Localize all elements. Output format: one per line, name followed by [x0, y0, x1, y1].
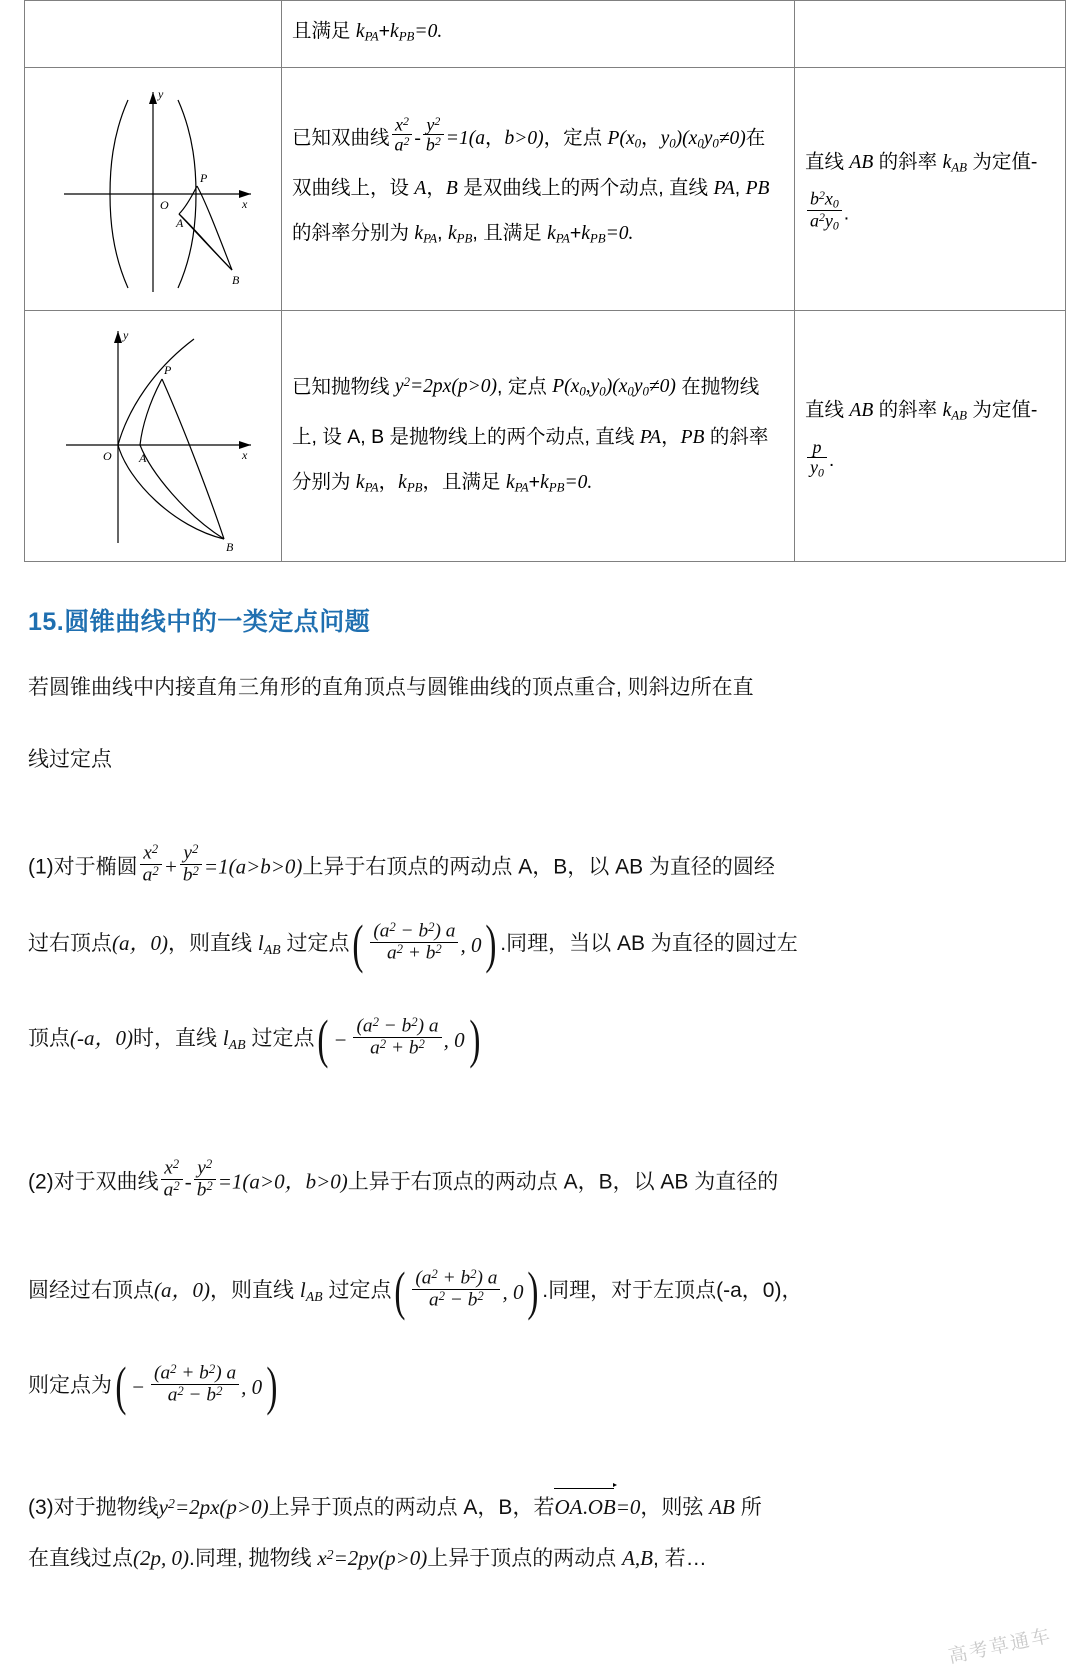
parabola-diagram — [46, 317, 260, 555]
ellipse-frac-x: $\frac{x^2}{a^2}$ — [140, 843, 162, 886]
result-cell-empty — [795, 1, 1066, 68]
item-1-text-d: .同理，当以 AB 为直径的圆过左 — [500, 932, 798, 956]
item-1-label: (1)对于椭圆 — [28, 855, 138, 879]
figure-cell-empty — [25, 1, 282, 68]
hyp-point-right: ( $\frac{(a^2 + b^2) a}{a^2 - b^2}$ , 0 ) — [394, 1261, 539, 1322]
ellipse-point-left: ( − $\frac{(a^2 - b^2) a}{a^2 + b^2}$ , 0 ) — [317, 1009, 481, 1070]
intro-line-1: 若圆锥曲线中内接直角三角形的直角顶点与圆锥曲线的顶点重合, 则斜边所在直 — [28, 676, 754, 699]
result-cell-hyperbola — [795, 67, 1066, 310]
origin-label: O — [103, 448, 112, 463]
axis-label-y: y — [123, 327, 129, 342]
result-cell-parabola — [795, 310, 1066, 561]
parabola-result: 直线 AB 的斜率 $k_{AB}$ 为定值- $\frac{p}{y_0}$ . — [805, 398, 1038, 480]
axis-label-x: x — [242, 196, 248, 211]
hyp-point-frac: $\frac{(a^2 + b^2) a}{a^2 - b^2}$ — [412, 1268, 500, 1311]
item-1-line-1: (1)对于椭圆 $\frac{x^2}{a^2}$ + $\frac{y^2}{b^2}$ =1(a>b>0)上异于右顶点的两动点 A，B，以 AB 为直径的圆经 — [28, 842, 775, 886]
point-label-P: P — [164, 362, 172, 377]
ellipse-point-frac: $\frac{(a^2 - b^2) a}{a^2 + b^2}$ — [370, 921, 458, 964]
table-row — [25, 1, 1066, 68]
item-1-text-e: 顶点(-a，0)时，直线 $l_{AB}$ 过定点 — [28, 1026, 315, 1052]
item-3-label: (3)对于抛物线 — [28, 1496, 159, 1520]
hyp-point-left: ( − $\frac{(a^2 + b^2) a}{a^2 - b^2}$ , 0 ) — [115, 1356, 278, 1417]
point-label-B: B — [226, 539, 234, 554]
ellipse-frac-y: $\frac{y^2}{b^2}$ — [180, 843, 202, 886]
text-cell-continuation — [282, 1, 795, 68]
table-row — [25, 310, 1066, 561]
vector-oa-ob: OA.OB — [554, 1492, 615, 1522]
item-2-label: (2)对于双曲线 — [28, 1170, 159, 1194]
item-2-line-3 — [28, 1356, 1056, 1417]
hyperbola-result: 直线 AB 的斜率 $k_{AB}$ 为定值- $\frac{b^2x_0}{a^2y_0}$ . — [805, 151, 1038, 233]
item-2-text-d: .同理，对于左顶点(-a，0)， — [542, 1279, 803, 1303]
intro-line-2: 线过定点 — [28, 748, 112, 771]
text-cell-hyperbola — [282, 67, 795, 310]
section-heading: 15.圆锥曲线中的一类定点问题 — [28, 608, 371, 636]
parabola-statement: 已知抛物线 $y^2=2px(p>0)$, 定点 $P(x_0,y_0)(x_0y_0\ne 0)$ 在抛物线上, 设 A, B 是抛物线上的两个动点, 直线 PA，PB 的斜率分别为 $k_{PA}$，$k_{PB}$，且满足 $k_{PA}+k_{PB}=0$. — [292, 375, 769, 495]
hyperbola-statement: 已知双曲线 $\frac{x^2}{a^2}$ - $\frac{y^2}{b^2}$ =1(a，b>0)，定点 $P(x_0$，$y_0)(x_0y_0\ne 0)$在双曲线上，设 A，B 是双曲线上的两个动点, 直线 PA, PB 的斜率分别为 $k_{PA}$, $k_{PB}$, 且满足 $k_{PA}+k_{PB}=0$. — [292, 113, 770, 246]
watermark: 高考草通车 — [946, 1625, 1054, 1668]
axis-label-y: y — [158, 86, 164, 101]
item-3-line-1: (3)对于抛物线$y^2=2px(p>0)$上异于顶点的两动点 A，B，若OA.OB=0，则弦 AB 所 — [28, 1489, 1056, 1523]
item-3-text-d: 上异于顶点的两动点 A,B, 若 — [427, 1546, 686, 1571]
formula-table — [24, 0, 1066, 562]
hyperbola-figure-cell — [25, 67, 282, 310]
item-3-text-b: ，则弦 AB 所 — [640, 1495, 762, 1520]
point-label-A: A — [139, 450, 147, 465]
hyp-frac-y: $\frac{y^2}{b^2}$ — [194, 1158, 216, 1201]
hyp-frac-x: $\frac{x^2}{a^2}$ — [161, 1158, 183, 1201]
hyp-point-left-frac: $\frac{(a^2 + b^2) a}{a^2 - b^2}$ — [151, 1363, 239, 1406]
item-3-text-c: 在直线过点(2p, 0).同理, 抛物线 — [28, 1546, 318, 1571]
continuation-text: 且满足 $k_{PA}+k_{PB}=0$. — [292, 20, 443, 44]
item-2-text-b: 圆经过右顶点(a，0)，则直线 $l_{AB}$ 过定点 — [28, 1278, 392, 1304]
item-1-text-b: 过右顶点(a，0)，则直线 $l_{AB}$ 过定点 — [28, 931, 350, 957]
point-label-B: B — [232, 272, 240, 287]
ellipse-point-left-frac: $\frac{(a^2 - b^2) a}{a^2 + b^2}$ — [353, 1016, 441, 1059]
axis-label-x: x — [242, 447, 248, 462]
origin-label: O — [160, 197, 169, 212]
item-1-text-a: 上异于右顶点的两动点 A，B，以 AB 为直径的圆经 — [302, 855, 775, 879]
hyperbola-diagram — [46, 74, 260, 304]
point-label-P: P — [200, 170, 208, 185]
item-3-text-e: … — [685, 1547, 707, 1571]
parabola-figure-cell — [25, 310, 282, 561]
point-label-A: A — [176, 215, 184, 230]
item-2-line-1: (2)对于双曲线 $\frac{x^2}{a^2}$ - $\frac{y^2}{b^2}$ =1(a>0，b>0)上异于右顶点的两动点 A，B，以 AB 为直径的 — [28, 1157, 779, 1201]
item-3-text-a: 上异于顶点的两动点 A，B，若 — [268, 1496, 555, 1520]
item-3-line-2: 在直线过点(2p, 0).同理, 抛物线 $x^2=2py(p>0)$上异于顶点的两动点 A,B, 若… — [28, 1546, 707, 1571]
item-2-text-a: 上异于右顶点的两动点 A，B，以 AB 为直径的 — [347, 1170, 779, 1194]
ellipse-point-right: ( $\frac{(a^2 - b^2) a}{a^2 + b^2}$ , 0 ) — [352, 914, 497, 975]
text-cell-parabola — [282, 310, 795, 561]
item-1-line-2 — [28, 914, 1056, 975]
table-row — [25, 67, 1066, 310]
item-2-line-2 — [28, 1261, 1056, 1322]
item-1-line-3 — [28, 1009, 1056, 1070]
item-2-text-e: 则定点为 — [28, 1374, 112, 1398]
